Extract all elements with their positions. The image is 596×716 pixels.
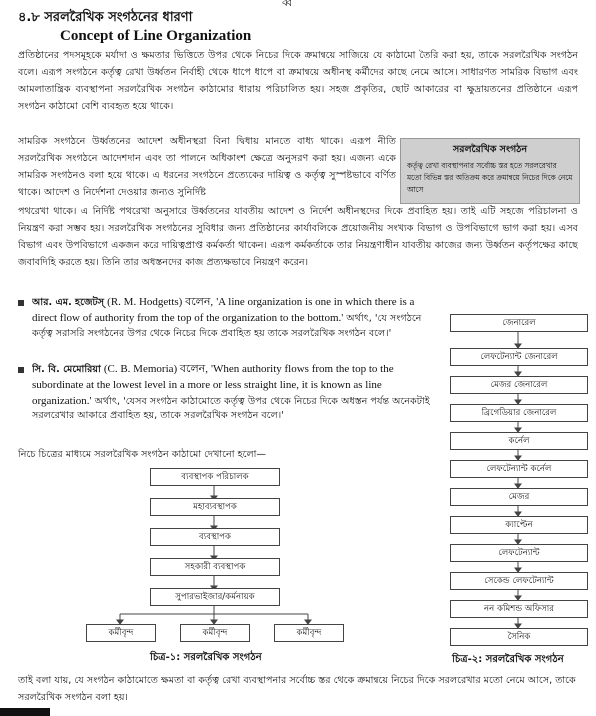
sidebox-text: কর্তৃত্ব রেখা ব্যবস্থাপনার সর্বোচ্চ স্তর হতে সরলরেখার মতো বিভিন্ন স্তর অতিক্রম করে ক্রমান্বয়ে নিচের দিকে নেমে আসে (407, 161, 573, 194)
rank-box-major-general: মেজর জেনারেল (450, 376, 588, 394)
org-box-workers: কর্মীবৃন্দ (274, 624, 344, 642)
section-title: ৪.৮ সরলরৈখিক সংগঠনের ধারণা (18, 10, 193, 25)
rank-box-captain: ক্যাপ্টেন (450, 516, 588, 534)
quote-author: আর. এম. হজেটস্ (32, 297, 105, 308)
org-box-supervisor: সুপারভাইজার/কর্মনায়ক (150, 588, 280, 606)
paragraph-2: সামরিক সংগঠনে উর্ধ্বতনের আদেশ অধীনস্থরা বিনা দ্বিধায় মানতে বাধ্য থাকে। এরূপ নীতি সরলরৈখিক সংগঠনে আদেশদান এবং তা পালনে অধিকাংশ ক্ষেত্রে অনুসরণ করা হয়। এজন্য একে সামরিক সংগঠনও বলা হয়ে থাকে। এ ধরনের সংগঠনে প্রত্যেকের দায়িত্ব ও কর্তৃত্ব সুস্পষ্টভাবে বর্ণিত থাকে। আদেশ ও নির্দেশনা দেওয়ার জন্যও সুনির্দিষ্ট (18, 136, 396, 198)
paragraph-3: পথরেখা থাকে। এ নির্দিষ্ট পথরেখা অনুসারে উর্ধ্বতনের যাবতীয় আদেশ ও নির্দেশ অধীনস্থদের দিকে প্রবাহিত হয়। তাই এটি সহজে পরিচালনা ও নিয়ন্ত্রণ করা সম্ভব হয়। সরলরৈখিক সংগঠনের সুবিধার জন্য প্রতিষ্ঠানের কার্যাবলিকে প্রয়োজনীয় সংখ্যক বিভাগ ও উপবিভাগে ভাগ করা হয়। এসব বিভাগ এবং উপবিভাগে একজন করে দায়িত্বপ্রাপ্ত কর্মকর্তা থাকেন। এরূপ কর্মকর্তাকে তার নিয়ন্ত্রণাধীন যাবতীয় কাজের জন্য উর্ধ্বতন কর্তৃপক্ষের কাছে জবাবদিহি করতে হয়। তিনি তার অধস্তনদের কাজ প্রত্যক্ষভাবে নিয়ন্ত্রণ করেন। (18, 206, 578, 268)
page-header-mark: ব্ব (282, 0, 293, 9)
rank-box-lieutenant: লেফটেন্যান্ট (450, 544, 588, 562)
sidebox-title: সরলরৈখিক সংগঠন (452, 144, 528, 155)
org-box-general-manager: মহাব্যবস্থাপক (150, 498, 280, 516)
quote-bangla: অর্থাৎ, 'যেসব সংগঠন কাঠামোতে কর্তৃত্ব উপর থেকে নিচের দিকে অধস্তন পর্যন্ত অনেকটাই সরলরেখার আকারে প্রবাহিত হয়, তাকে সরলরৈখিক সংগঠন বলে।' (32, 395, 430, 422)
closing-paragraph: তাই বলা যায়, যে সংগঠন কাঠামোতে ক্ষমতা বা কর্তৃত্ব রেখা ব্যবস্থাপনার সর্বোচ্চ স্তর থেকে ক্রমান্বয়ে নিচের দিকে সরলরেখার মতো নেমে আসে, তাকে সরলরৈখিক সংগঠন বলা হয়। (18, 675, 576, 703)
org-box-workers: কর্মীবৃন্দ (86, 624, 156, 642)
rank-box-lieutenant-colonel: লেফটেন্যান্ট কর্নেল (450, 460, 588, 478)
rank-box-brigadier-general: ব্রিগেডিয়ার জেনারেল (450, 404, 588, 422)
rank-box-colonel: কর্নেল (450, 432, 588, 450)
rank-box-major: মেজর (450, 488, 588, 506)
figure-2-caption: চিত্র-২: সরলরৈখিক সংগঠন (452, 654, 564, 665)
org-box-workers: কর্মীবৃন্দ (180, 624, 250, 642)
diagram-intro: নিচে চিত্রের মাধ্যমে সরলরৈখিক সংগঠন কাঠামো দেখানো হলো— (18, 449, 267, 460)
quote-english: 'When authority flows from the top to the subordinate at the lowest level in a more or less straight line, it is known as line organization.' (32, 363, 394, 407)
org-box-assistant-manager: সহকারী ব্যবস্থাপক (150, 558, 280, 576)
page-number-bar (0, 708, 50, 716)
section-english-title: Concept of Line Organization (60, 28, 252, 44)
org-box-manager: ব্যবস্থাপক (150, 528, 280, 546)
rank-box-soldier: সৈনিক (450, 628, 588, 646)
org-box-managing-director: ব্যবস্থাপক পরিচালক (150, 468, 280, 486)
rank-box-nco: নন কমিশন্ড অফিসার (450, 600, 588, 618)
rank-box-second-lieutenant: সেকেন্ড লেফটেন্যান্ট (450, 572, 588, 590)
quote-author-english: (R. M. Hodgetts) বলেন, (107, 296, 214, 308)
quote-author-english: (C. B. Memoria) বলেন, (103, 363, 208, 375)
quote-bangla: অর্থাৎ, 'যে সংগঠনে কর্তৃত্ব সরাসরি সংগঠনের উপর থেকে নিচের দিকে প্রবাহিত হয় তাকে সরলরৈখিক সংগঠন বলে।' (32, 312, 422, 339)
quote-english: 'A line organization is one in which there is a direct flow of authority from the top of the organization to the bottom.' (32, 296, 415, 324)
figure-1-caption: চিত্র-১: সরলরৈখিক সংগঠন (150, 652, 262, 663)
quote-author: সি. বি. মেমোরিয়া (32, 364, 101, 375)
rank-box-general: জেনারেল (450, 314, 588, 332)
rank-box-lieutenant-general: লেফটেন্যান্ট জেনারেল (450, 348, 588, 366)
paragraph-1: প্রতিষ্ঠানের পদসমূহকে মর্যাদা ও ক্ষমতার ভিত্তিতে উপর থেকে নিচের দিকে ক্রমান্বয়ে সাজিয়ে যে কাঠামো তৈরি করা হয়, তাকে সরলরৈখিক সংগঠন বলে। এরূপ সংগঠনে কর্তৃত্ব রেখা উর্ধ্বতন নির্বাহী থেকে ধাপে ধাপে বা ক্রমান্বয়ে অধীনস্থ কর্মীদের কাছে নেমে আসে। সাধারণত সামরিক বিভাগ এবং আমলাতান্ত্রিক ব্যবস্থাপনা সরলরৈখিক সংগঠন কাঠামোর ধারায় পরিচালিত হয়। সহজ প্রকৃতির, ছোট আকারের বা ক্ষুদ্রায়তনের প্রতিষ্ঠানে এরূপ সংগঠন কাঠামো বেশি ব্যবহৃত হয়ে থাকে। (18, 50, 578, 112)
